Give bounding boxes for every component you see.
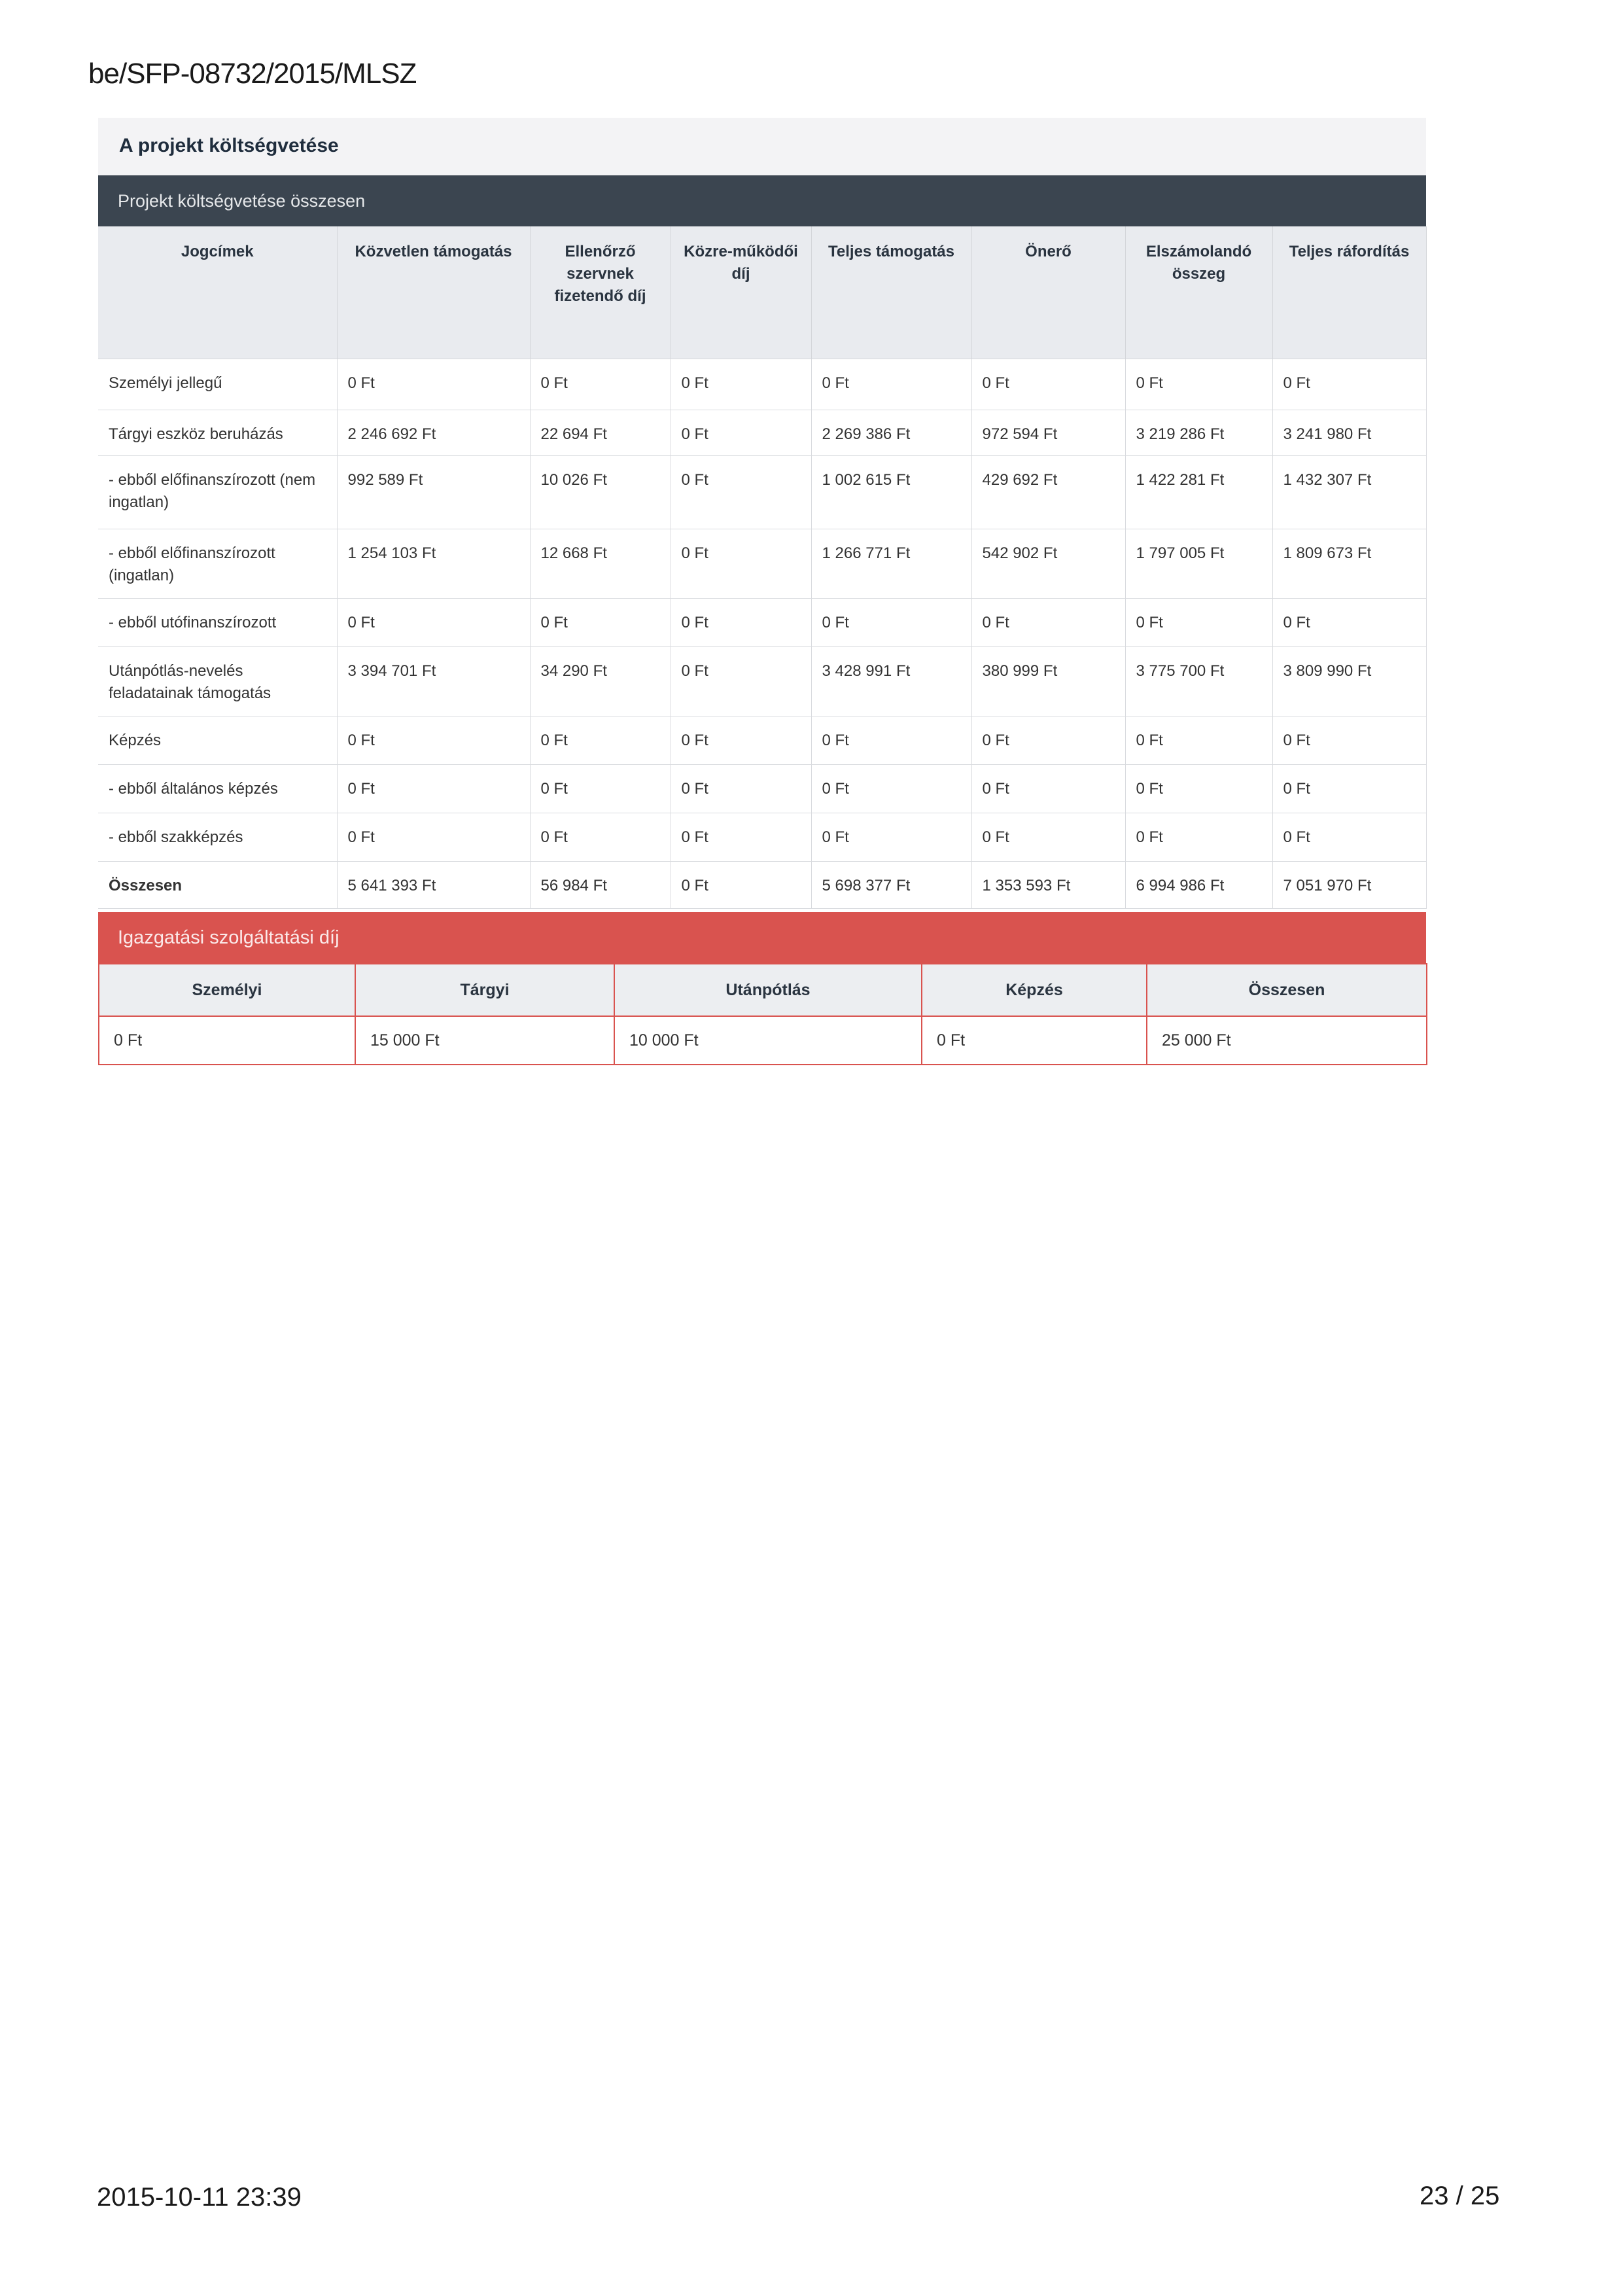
table-cell: 1 432 307 Ft [1272, 456, 1426, 529]
table-cell: 0 Ft [337, 359, 530, 410]
table-cell: 0 Ft [971, 765, 1125, 813]
total-cell: 5 641 393 Ft [337, 862, 530, 909]
table-cell: 0 Ft [811, 765, 971, 813]
table-cell: 0 Ft [671, 529, 811, 599]
total-cell: 7 051 970 Ft [1272, 862, 1426, 909]
table-row [98, 410, 1426, 456]
table-row [98, 765, 1426, 813]
table-cell: 10 026 Ft [530, 456, 671, 529]
column-header-teljes-raforditas: Teljes ráfordítás [1272, 226, 1426, 359]
column-header-utanpotlas: Utánpótlás [614, 964, 922, 1016]
table-cell: 0 Ft [971, 599, 1125, 647]
row-label: - ebből szakképzés [98, 813, 337, 862]
admin-fee-values-row [99, 1016, 1427, 1065]
table-cell: 972 594 Ft [971, 410, 1125, 456]
admin-fee-header: Igazgatási szolgáltatási díj [98, 912, 1426, 963]
table-cell: 429 692 Ft [971, 456, 1125, 529]
total-cell: 6 994 986 Ft [1125, 862, 1272, 909]
table-cell: 0 Ft [922, 1016, 1147, 1065]
column-header-onero: Önerő [971, 226, 1125, 359]
table-cell: 0 Ft [671, 456, 811, 529]
table-cell: 0 Ft [337, 716, 530, 765]
table-cell: 0 Ft [671, 647, 811, 716]
table-cell: 0 Ft [671, 765, 811, 813]
row-label: - ebből előfinanszírozott (nem ingatlan) [98, 456, 337, 529]
admin-fee-column-headers [99, 964, 1427, 1016]
table-cell: 0 Ft [530, 813, 671, 862]
row-label: - ebből előfinanszírozott (ingatlan) [98, 529, 337, 599]
table-cell: 0 Ft [811, 599, 971, 647]
table-cell: 0 Ft [1272, 716, 1426, 765]
section-title: A projekt költségvetése [119, 135, 339, 156]
table-cell: 0 Ft [530, 359, 671, 410]
total-cell: 5 698 377 Ft [811, 862, 971, 909]
total-cell: 1 353 593 Ft [971, 862, 1125, 909]
table-cell: 3 775 700 Ft [1125, 647, 1272, 716]
table-cell: 22 694 Ft [530, 410, 671, 456]
table-cell: 15 000 Ft [355, 1016, 614, 1065]
total-cell: 0 Ft [671, 862, 811, 909]
table-row [98, 456, 1426, 529]
table-cell: 542 902 Ft [971, 529, 1125, 599]
column-header-szemelyi: Személyi [99, 964, 355, 1016]
table-cell: 0 Ft [337, 765, 530, 813]
table-cell: 2 246 692 Ft [337, 410, 530, 456]
table-cell: 380 999 Ft [971, 647, 1125, 716]
column-header-ellenorzo-dij: Ellenőrző szervnek fizetendő díj [530, 226, 671, 359]
table-cell: 2 269 386 Ft [811, 410, 971, 456]
table-cell: 1 002 615 Ft [811, 456, 971, 529]
footer-timestamp: 2015-10-11 23:39 [97, 2183, 302, 2212]
row-label: Személyi jellegű [98, 359, 337, 410]
row-label: - ebből utófinanszírozott [98, 599, 337, 647]
column-header-kozvetlen-tamogatas: Közvetlen támogatás [337, 226, 530, 359]
table-cell: 3 428 991 Ft [811, 647, 971, 716]
table-cell: 1 254 103 Ft [337, 529, 530, 599]
table-cell: 1 266 771 Ft [811, 529, 971, 599]
table-cell: 0 Ft [1272, 599, 1426, 647]
table-cell: 34 290 Ft [530, 647, 671, 716]
table-cell: 0 Ft [671, 410, 811, 456]
table-cell: 0 Ft [971, 716, 1125, 765]
table-row [98, 529, 1426, 599]
table-cell: 3 219 286 Ft [1125, 410, 1272, 456]
total-cell: 56 984 Ft [530, 862, 671, 909]
row-label: Utánpótlás-nevelés feladatainak támogatás [98, 647, 337, 716]
table-cell: 3 241 980 Ft [1272, 410, 1426, 456]
table-cell: 25 000 Ft [1147, 1016, 1427, 1065]
table-cell: 0 Ft [811, 813, 971, 862]
table-cell: 1 422 281 Ft [1125, 456, 1272, 529]
table-cell: 0 Ft [99, 1016, 355, 1065]
column-header-jogcimek: Jogcímek [98, 226, 337, 359]
table-cell: 1 797 005 Ft [1125, 529, 1272, 599]
table-cell: 0 Ft [1272, 813, 1426, 862]
table-cell: 0 Ft [671, 716, 811, 765]
column-header-elszamolando-osszeg: Elszámolandó összeg [1125, 226, 1272, 359]
table-cell: 12 668 Ft [530, 529, 671, 599]
row-label: - ebből általános képzés [98, 765, 337, 813]
budget-column-headers [98, 226, 1426, 359]
table-cell: 0 Ft [971, 813, 1125, 862]
table-cell: 0 Ft [1125, 359, 1272, 410]
table-row [98, 647, 1426, 716]
table-cell: 0 Ft [811, 359, 971, 410]
column-header-kozremukodoi-dij: Közre-működői díj [671, 226, 811, 359]
table-cell: 1 809 673 Ft [1272, 529, 1426, 599]
table-cell: 0 Ft [530, 765, 671, 813]
table-cell: 992 589 Ft [337, 456, 530, 529]
table-cell: 0 Ft [811, 716, 971, 765]
table-cell: 0 Ft [1125, 765, 1272, 813]
admin-fee-table [98, 963, 1427, 1065]
budget-table [98, 226, 1427, 909]
table-row [98, 599, 1426, 647]
table-cell: 0 Ft [971, 359, 1125, 410]
table-row [98, 359, 1426, 410]
table-cell: 0 Ft [337, 813, 530, 862]
table-cell: 0 Ft [337, 599, 530, 647]
column-header-kepzes: Képzés [922, 964, 1147, 1016]
table-cell: 0 Ft [1272, 359, 1426, 410]
table-cell: 0 Ft [1272, 765, 1426, 813]
table-cell: 0 Ft [1125, 813, 1272, 862]
table-cell: 0 Ft [671, 813, 811, 862]
row-label: Tárgyi eszköz beruházás [98, 410, 337, 456]
column-header-targyi: Tárgyi [355, 964, 614, 1016]
total-row [98, 862, 1426, 909]
table-cell: 0 Ft [1125, 599, 1272, 647]
table-cell: 3 394 701 Ft [337, 647, 530, 716]
table-cell: 0 Ft [671, 359, 811, 410]
table-cell: 0 Ft [671, 599, 811, 647]
page-number: 23 / 25 [1420, 2181, 1500, 2210]
table-row [98, 813, 1426, 862]
table-cell: 0 Ft [530, 716, 671, 765]
table-row [98, 716, 1426, 765]
table-cell: 0 Ft [530, 599, 671, 647]
row-label: Képzés [98, 716, 337, 765]
document-id: be/SFP-08732/2015/MLSZ [88, 58, 417, 90]
total-label: Összesen [98, 862, 337, 909]
table-cell: 10 000 Ft [614, 1016, 922, 1065]
table-cell: 0 Ft [1125, 716, 1272, 765]
table-cell: 3 809 990 Ft [1272, 647, 1426, 716]
column-header-osszesen: Összesen [1147, 964, 1427, 1016]
budget-table-header: Projekt költségvetése összesen [98, 175, 1426, 226]
column-header-teljes-tamogatas: Teljes támogatás [811, 226, 971, 359]
